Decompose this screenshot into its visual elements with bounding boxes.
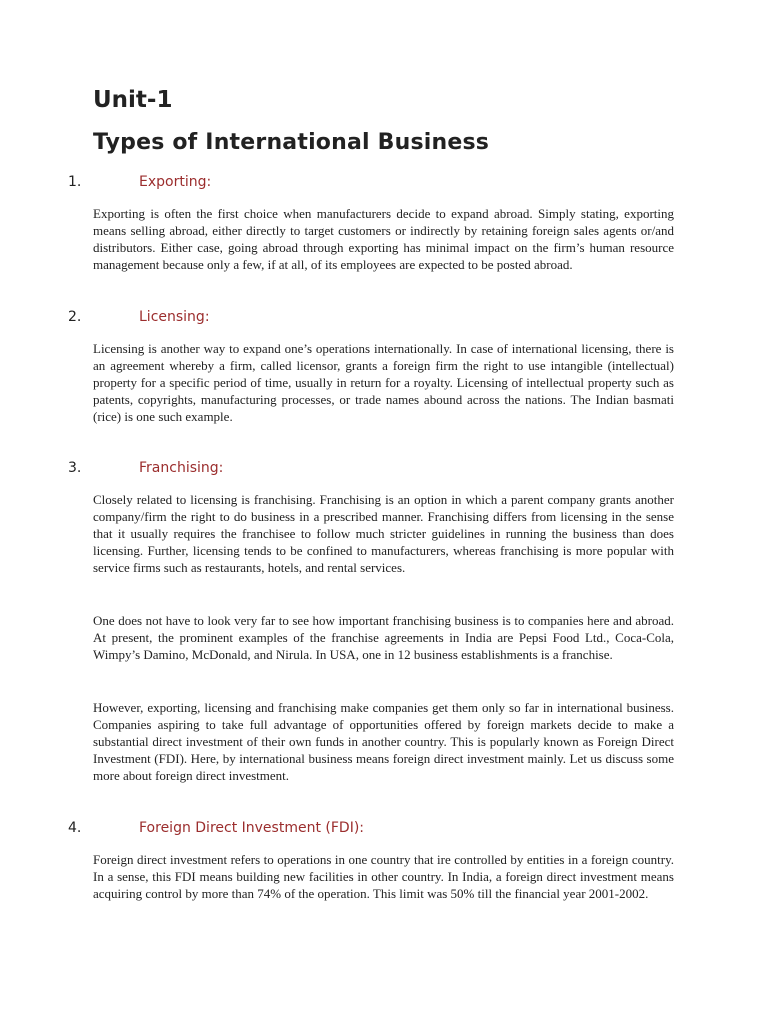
section-heading-licensing <box>0 307 768 327</box>
section-title: Exporting: <box>139 174 212 190</box>
paragraph-exporting: Exporting is often the first choice when manufacturers decide to expand abroad. Simply stating, exporting means selling abroad, either directly to target customers or indirectly by retaining foreign sales agents or/and distributors. Either case, going abroad through exporting has minimal impact on the firm’s human resource management because only a few, if at all, of its employees are expected to be posted abroad. <box>93 206 674 272</box>
section-number: 1. <box>68 174 82 190</box>
section-title: Franchising: <box>139 460 224 476</box>
paragraph-franchising-1: Closely related to licensing is franchising. Franchising is an option in which a parent company grants another company/firm the right to do business in a prescribed manner. Franchising differs from licensing in the sense that it usually requires the franchisee to follow much stricter guidelines in running the business than does licensing. Further, licensing tends to be confined to manufacturers, whereas franchising is more popular with service firms such as restaurants, hotels, and rental services. <box>93 492 674 575</box>
section-number: 3. <box>68 460 82 476</box>
section-heading-fdi <box>0 818 768 838</box>
paragraph-licensing: Licensing is another way to expand one’s operations internationally. In case of international licensing, there is an agreement whereby a firm, called licensor, grants a foreign firm the right to use intangible (intellectual) property for a specific period of time, usually in return for a royalty. Licensing of intellectual property such as patents, copyrights, manufacturing processes, or trade names abound across the nations. The Indian basmati (rice) is one such example. <box>93 341 674 424</box>
section-heading-franchising <box>0 458 768 478</box>
page-title: Types of International Business <box>93 130 490 155</box>
section-title: Foreign Direct Investment (FDI): <box>139 820 364 836</box>
paragraph-fdi: Foreign direct investment refers to operations in one country that ire controlled by entities in a foreign country. In a sense, this FDI means building new facilities in other country. In India, a foreign direct investment means acquiring control by more than 74% of the operation. This limit was 50% till the financial year 2001-2002. <box>93 852 674 901</box>
section-title: Licensing: <box>139 309 210 325</box>
section-number: 4. <box>68 820 82 836</box>
section-number: 2. <box>68 309 82 325</box>
section-heading-exporting <box>0 172 768 192</box>
paragraph-franchising-2: One does not have to look very far to see how important franchising business is to companies here and abroad. At present, the prominent examples of the franchise agreements in India are Pepsi Food Ltd., Coca-Cola, Wimpy’s Damino, McDonald, and Nirula. In USA, one in 12 business establishments is a franchise. <box>93 613 674 662</box>
paragraph-franchising-3: However, exporting, licensing and franchising make companies get them only so far in international business. Companies aspiring to take full advantage of opportunities offered by foreign markets decide to make a substantial direct investment of their own funds in another country. This is popularly known as Foreign Direct Investment (FDI). Here, by international business means foreign direct investment mainly. Let us discuss some more about foreign direct investment. <box>93 700 674 783</box>
unit-heading: Unit-1 <box>93 87 173 113</box>
